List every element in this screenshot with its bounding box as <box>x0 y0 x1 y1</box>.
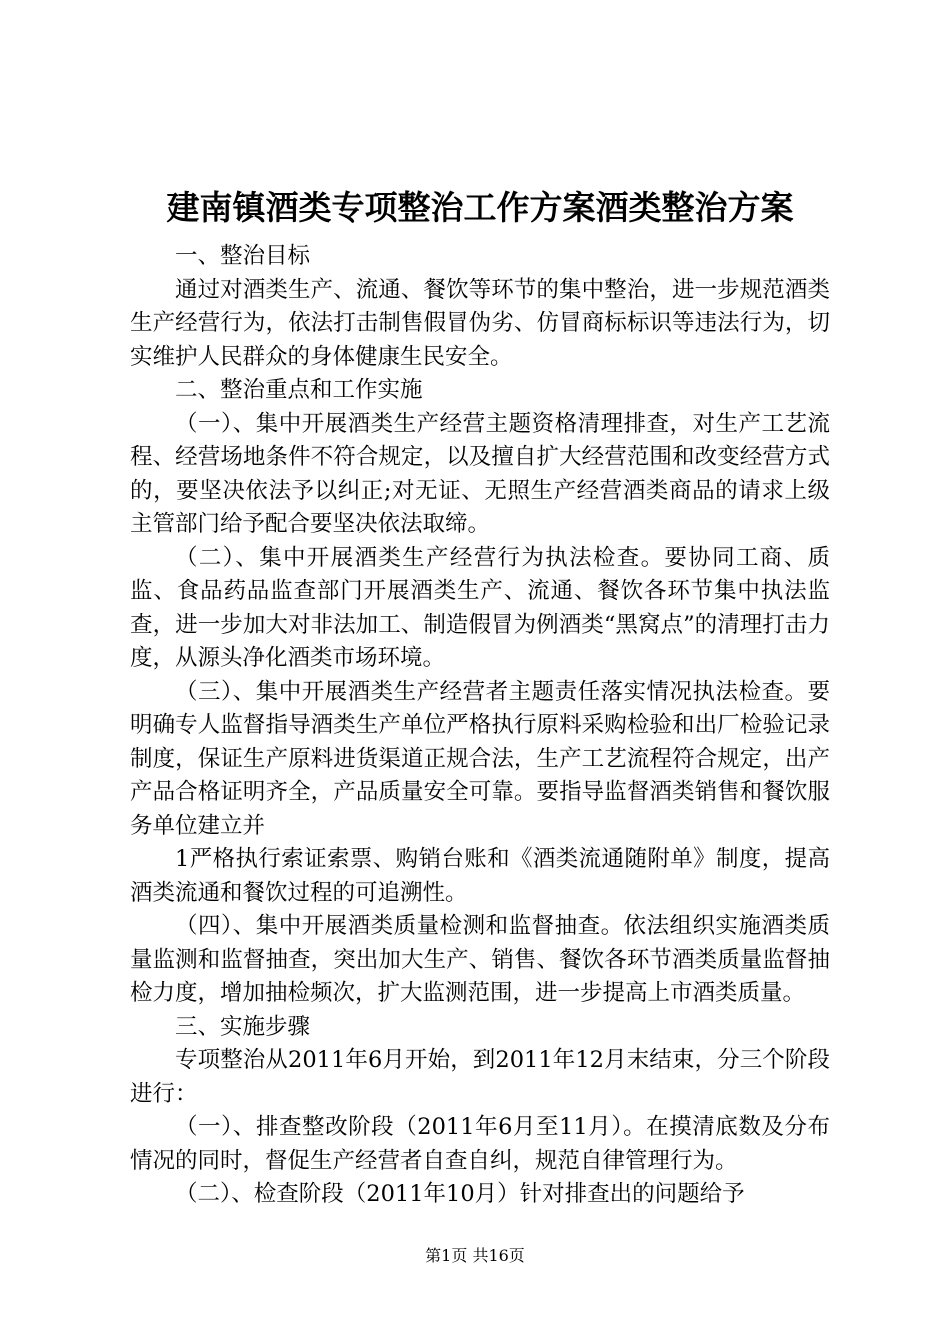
document-page <box>130 180 830 1212</box>
paragraph: （二）、检查阶段（2011年10月）针对排查出的问题给予 <box>175 1181 745 1207</box>
paragraph: （三）、集中开展酒类生产经营者主题责任落实情况执法检查。要明确专人监督指导酒类生产单位严格执行原料采购检验和出厂检验记录制度，保证生产原料进货渠道正规合法，生产工艺流程符合规定，出产产品合格证明齐全，产品质量安全可靠。要指导监督酒类销售和餐饮服务单位建立并 <box>130 678 830 839</box>
section-heading-1: 一、整治目标 <box>175 243 311 269</box>
paragraph: 通过对酒类生产、流通、餐饮等环节的集中整治，进一步规范酒类生产经营行为，依法打击制售假冒伪劣、仿冒商标标识等违法行为，切实维护人民群众的身体健康生民安全。 <box>130 276 830 370</box>
paragraph: （二）、集中开展酒类生产经营行为执法检查。要协同工商、质监、食品药品监查部门开展酒类生产、流通、餐饮各环节集中执法监查，进一步加大对非法加工、制造假冒为例酒类“黑窝点”的清理打击力度，从源头净化酒类市场环境。 <box>130 544 830 671</box>
section-heading-2: 二、整治重点和工作实施 <box>175 377 423 403</box>
paragraph: （一）、集中开展酒类生产经营主题资格清理排查，对生产工艺流程、经营场地条件不符合规定，以及擅自扩大经营范围和改变经营方式的，要坚决依法予以纠正;对无证、无照生产经营酒类商品的请求上级主管部门给予配合要坚决依法取缔。 <box>130 410 830 537</box>
paragraph: （一）、排查整改阶段（2011年6月至11月）。在摸清底数及分布情况的同时，督促生产经营者自查自纠，规范自律管理行为。 <box>130 1114 830 1174</box>
page-number-footer: 第1页 共16页 <box>425 1246 525 1265</box>
paragraph: （四）、集中开展酒类质量检测和监督抽查。依法组织实施酒类质量监测和监督抽查，突出加大生产、销售、餐饮各环节酒类质量监督抽检力度，增加抽检频次，扩大监测范围，进一步提高上市酒类质量。 <box>130 913 830 1006</box>
paragraph: 专项整治从2011年6月开始，到2011年12月末结束，分三个阶段进行： <box>130 1047 830 1107</box>
paragraph: 1严格执行索证索票、购销台账和《酒类流通随附单》制度，提高酒类流通和餐饮过程的可追溯性。 <box>130 846 830 906</box>
document-title: 建南镇酒类专项整治工作方案酒类整治方案 <box>166 188 794 227</box>
section-heading-3: 三、实施步骤 <box>175 1013 311 1040</box>
